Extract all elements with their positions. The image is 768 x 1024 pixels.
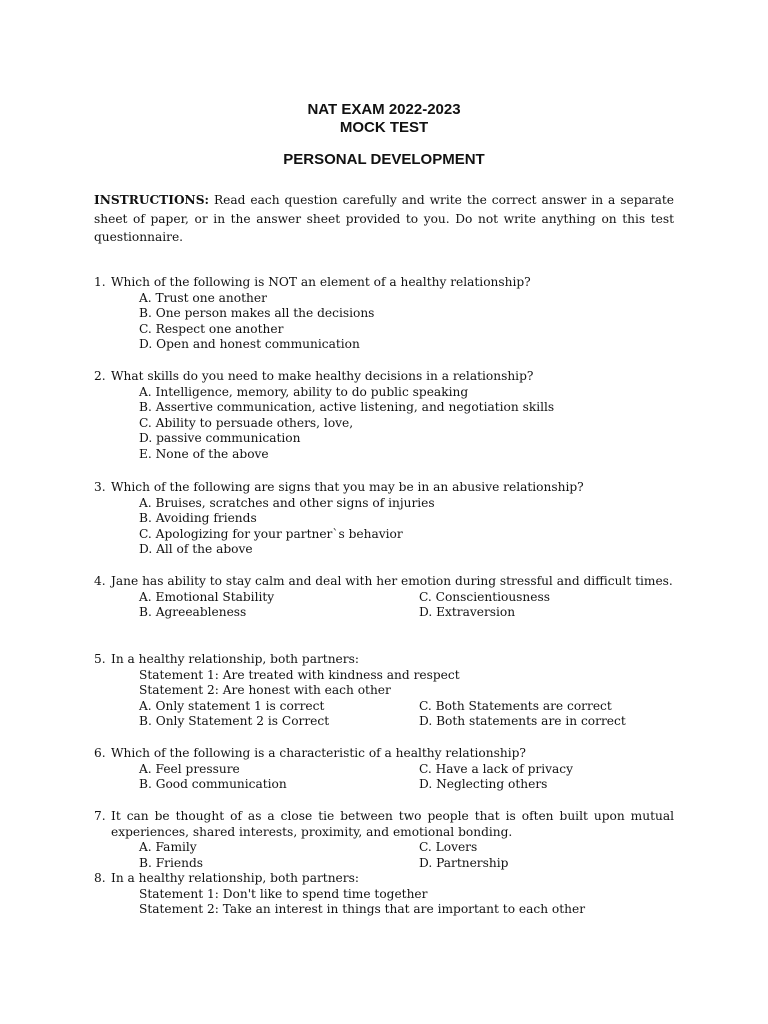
question-number: 3. [94,480,106,494]
statement: Statement 1: Don't like to spend time together [139,886,428,901]
option: B. One person makes all the decisions [139,306,375,321]
option: A. Trust one another [139,290,267,305]
question-8 [94,871,674,918]
option: B. Only Statement 2 is Correct [139,714,330,729]
option-grid [139,762,674,793]
question-number: 1. [94,275,106,289]
option: A. Feel pressure [139,761,240,776]
question-stem: Which of the following is NOT an element of a healthy relationship? [111,275,531,289]
option-list [139,291,674,353]
option: B. Good communication [139,777,287,792]
exam-title: NAT EXAM 2022-2023 [307,101,461,118]
option: A. Family [139,840,197,855]
option: C. Lovers [419,840,478,855]
option-grid [139,840,674,871]
question-stem: Which of the following is a characteristic of a healthy relationship? [111,746,526,760]
question-4 [94,574,674,621]
statement: Statement 2: Take an interest in things that are important to each other [139,902,586,917]
option: E. None of the above [139,446,269,461]
question-number: 7. [94,809,106,823]
option: A. Emotional Stability [139,589,275,604]
statement-list [139,668,674,699]
statement: Statement 2: Are honest with each other [139,683,391,698]
option: B. Friends [139,855,204,870]
option-list [139,385,674,463]
option: D. Neglecting others [419,777,548,792]
question-stem: What skills do you need to make healthy decisions in a relationship? [111,369,534,383]
question-number: 5. [94,652,106,666]
question-3 [94,480,674,558]
subject-heading: PERSONAL DEVELOPMENT [283,151,485,168]
question-stem: Jane has ability to stay calm and deal with her emotion during stressful and difficult times. [111,574,673,588]
question-number: 2. [94,369,106,383]
option-list [139,496,674,558]
instructions [94,191,674,247]
question-6 [94,746,674,793]
option: D. Extraversion [419,605,516,620]
question-5 [94,652,674,730]
question-stem: In a healthy relationship, both partners: [111,871,359,885]
question-7 [94,809,674,871]
option: C. Conscientiousness [419,589,550,604]
exam-subtitle: MOCK TEST [339,119,429,136]
option-grid [139,699,674,730]
option: A. Intelligence, memory, ability to do public speaking [139,384,469,399]
question-stem: It can be thought of as a close tie between two people that is often built upon mutual experiences, shared interests, proximity, and emotional bonding. [111,809,674,839]
statement: Statement 1: Are treated with kindness and respect [139,667,460,682]
option: A. Bruises, scratches and other signs of injuries [139,495,435,510]
question-stem: In a healthy relationship, both partners: [111,652,359,666]
statement-list [139,887,674,918]
option: D. Both statements are in correct [419,714,626,729]
option: C. Have a lack of privacy [419,761,574,776]
question-number: 6. [94,746,106,760]
option: D. passive communication [139,431,301,446]
question-stem: Which of the following are signs that you may be in an abusive relationship? [111,480,584,494]
option: C. Apologizing for your partner`s behavior [139,526,403,541]
question-1 [94,275,674,353]
option: D. Partnership [419,855,509,870]
question-number: 4. [94,574,106,588]
question-number: 8. [94,871,106,885]
option: D. Open and honest communication [139,337,360,352]
option: A. Only statement 1 is correct [139,698,325,713]
instructions-label: INSTRUCTIONS: [94,193,209,207]
option-grid [139,590,674,621]
option: D. All of the above [139,542,253,557]
instructions-text: Read each question carefully and write the correct answer in a separate sheet of paper, or in the answer sheet provided to you. Do not write anything on this test questionnaire. [94,193,675,244]
option: B. Assertive communication, active listening, and negotiation skills [139,400,555,415]
option: B. Avoiding friends [139,511,257,526]
option: C. Both Statements are correct [419,698,612,713]
option: B. Agreeableness [139,605,247,620]
option: C. Ability to persuade others, love, [139,415,354,430]
option: C. Respect one another [139,321,284,336]
question-2 [94,369,674,463]
